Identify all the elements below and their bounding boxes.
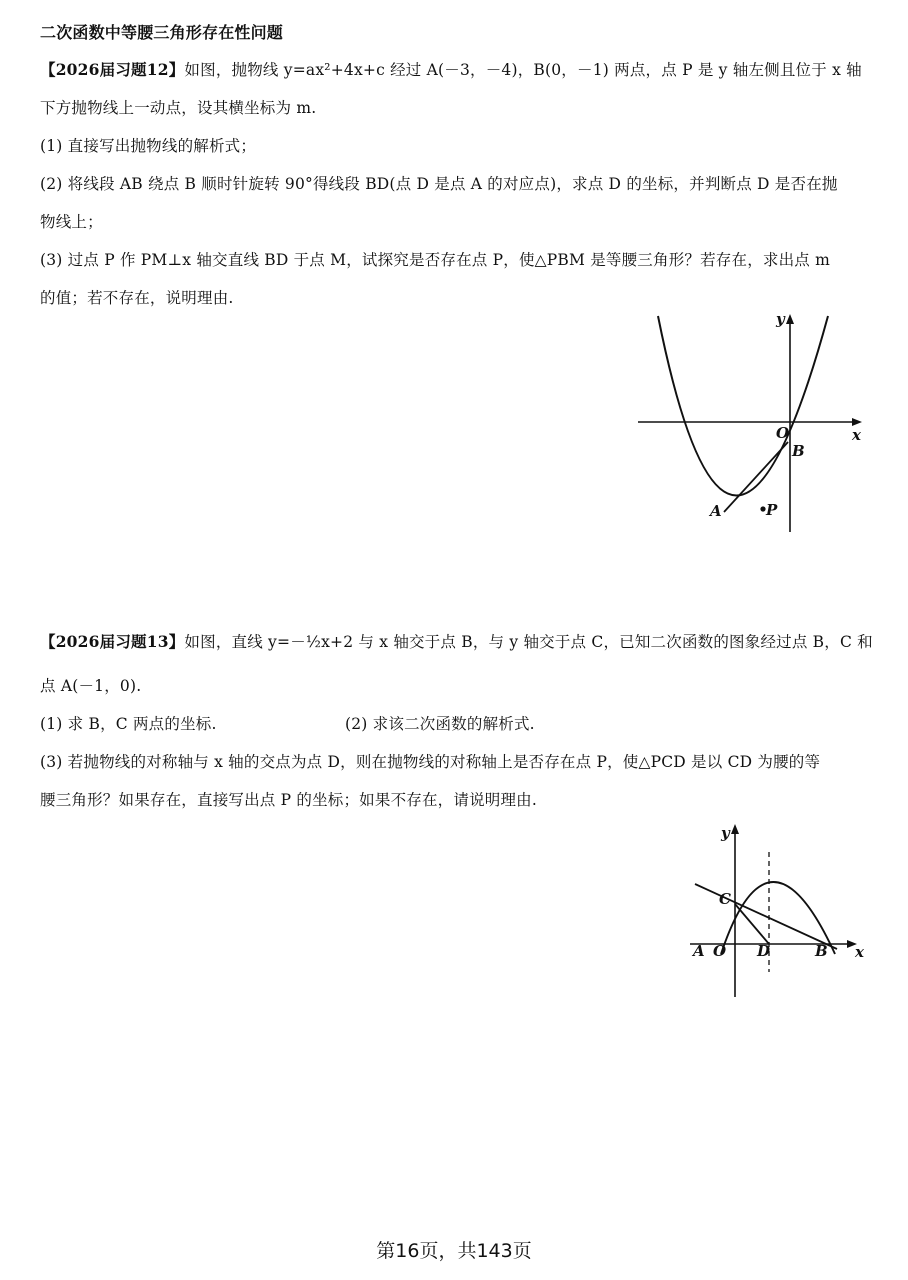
q12-figure: [630, 310, 880, 540]
q12-y-arrow: [786, 314, 794, 324]
q13-line1: [40, 630, 873, 652]
q12-part3a: (3) 过点 P 作 PM⊥x 轴交直线 BD 于点 M，试探究是否存在点 P，使△PBM 是等腰三角形？若存在，求出点 m: [40, 251, 831, 269]
q12-text: 如图，抛物线 y=ax²+4x+c 经过 A(－3，－4)，B(0，－1) 两点，点 P 是 y 轴左侧且位于 x 轴: [184, 61, 862, 79]
q13-line2: 点 A(－1，0).: [40, 677, 142, 695]
q12-line1: [40, 58, 862, 80]
q13-part1: (1) 求 B，C 两点的坐标.: [40, 715, 217, 733]
q12-part2a: (2) 将线段 AB 绕点 B 顺时针旋转 90°得线段 BD(点 D 是点 A 的对应点)，求点 D 的坐标，并判断点 D 是否在抛: [40, 175, 838, 193]
q12-part3b: 的值；若不存在，说明理由.: [40, 289, 234, 307]
q12-label-y: y: [776, 310, 785, 328]
q12-line2: 下方抛物线上一动点，设其横坐标为 m.: [40, 99, 317, 117]
q13-label-a: A: [693, 942, 705, 960]
q13-label-b: B: [815, 942, 828, 960]
q12-segment-ab: [724, 442, 788, 512]
q13-text: 如图，直线 y=－½x+2 与 x 轴交于点 B，与 y 轴交于点 C，已知二次函数的图象经过点 B，C 和: [184, 633, 873, 651]
q12-label-o: O: [776, 424, 790, 442]
q13-label-c: C: [719, 890, 731, 908]
q12-label-a: A: [710, 502, 722, 520]
q13-label-d: D: [757, 942, 771, 960]
q12-point-p: [760, 506, 765, 511]
section-title: 二次函数中等腰三角形存在性问题: [40, 23, 284, 42]
q13-label-o: O: [713, 942, 727, 960]
page-footer: 第16页，共143页: [376, 1240, 532, 1262]
q13-y-arrow: [731, 824, 739, 834]
q13-figure: [685, 822, 885, 1002]
q12-part2b: 物线上；: [40, 213, 103, 231]
q12-tag: 【2026届习题12】: [40, 60, 185, 79]
q12-parabola: [658, 316, 828, 496]
q13-part2: (2) 求该二次函数的解析式.: [345, 715, 535, 733]
q12-label-p: P: [766, 501, 778, 519]
q12-part1: (1) 直接写出抛物线的解析式；: [40, 137, 257, 155]
q13-part3a: (3) 若抛物线的对称轴与 x 轴的交点为点 D，则在抛物线的对称轴上是否存在点 P，使△PCD 是以 CD 为腰的等: [40, 753, 821, 771]
q12-x-arrow: [852, 418, 862, 426]
q12-label-b: B: [792, 442, 805, 460]
q13-label-x: x: [855, 943, 864, 961]
q12-label-x: x: [852, 426, 861, 444]
q13-label-y: y: [721, 824, 730, 842]
q13-tag: 【2026届习题13】: [40, 632, 185, 651]
q13-part3b: 腰三角形？如果存在，直接写出点 P 的坐标；如果不存在，请说明理由.: [40, 791, 538, 809]
